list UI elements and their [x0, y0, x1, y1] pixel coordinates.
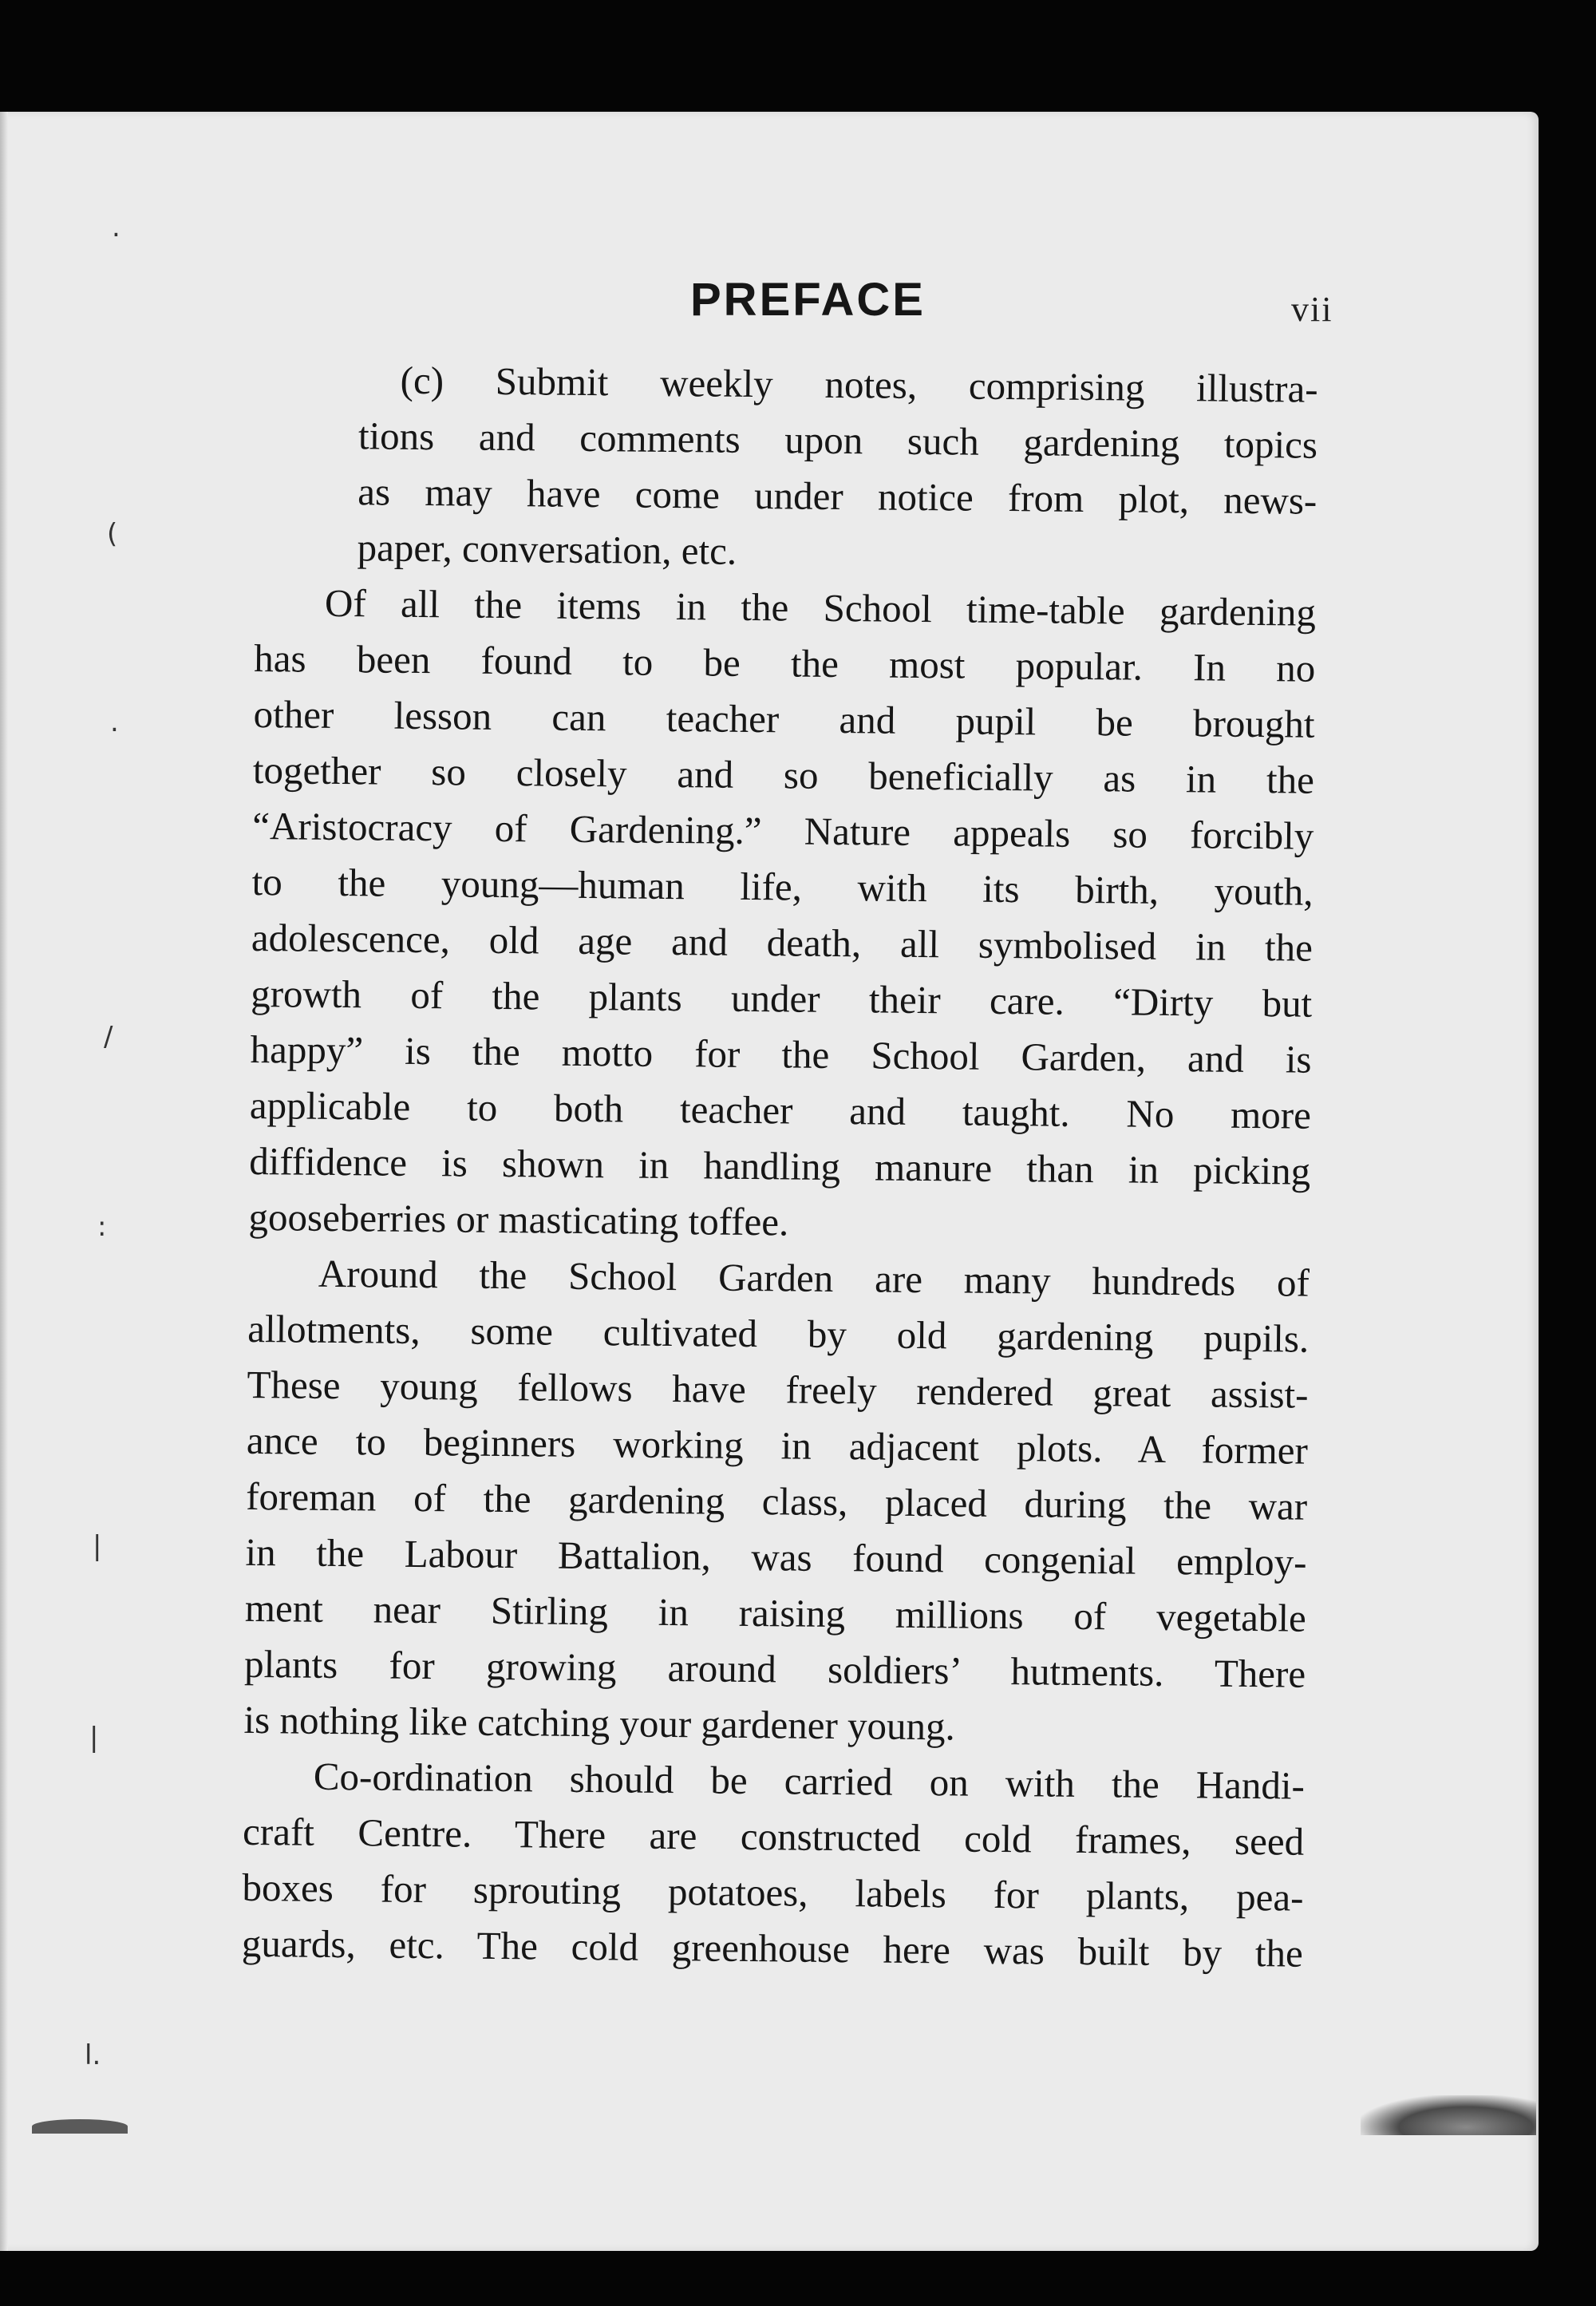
text-line: craft Centre. There are constructed cold frames, seed [242, 1809, 1305, 1864]
text-line: paper, conversation, etc. [357, 525, 737, 573]
margin-mark: . [112, 212, 120, 243]
text-line: tions and comments upon such gardening topics [358, 413, 1318, 467]
text-line: gooseberries or masticating toffee. [248, 1194, 789, 1244]
running-head: PREFACE [690, 274, 926, 326]
paragraph [242, 1748, 1306, 1982]
list-item-c [255, 351, 1318, 585]
text-line: Of all the items in the School time-table gardening [324, 580, 1317, 635]
text-line: to the young—human life, with its birth, youth, [251, 859, 1314, 914]
text-line: boxes for sprouting potatoes, labels for plants, pea- [242, 1865, 1304, 1920]
text-line: guards, etc. The cold greenhouse here was built by the [241, 1920, 1304, 1976]
text-line: ance to beginners working in adjacent plots. A former [246, 1418, 1309, 1473]
text-line: happy” is the motto for the School Garden, and is [250, 1026, 1312, 1082]
text-line: as may have come under notice from plot, news- [358, 469, 1317, 523]
text-line: applicable to both teacher and taught. No more [249, 1082, 1312, 1137]
text-line: ment near Stirling in raising millions of vegetable [244, 1585, 1307, 1640]
text-line: Around the School Garden are many hundreds of [318, 1251, 1310, 1305]
margin-mark: l. [85, 2039, 101, 2071]
text-line: other lesson can teacher and pupil be brought [253, 691, 1315, 746]
margin-mark: | [93, 1530, 102, 1562]
text-line: “Aristocracy of Gardening.” Nature appeals so forcibly [252, 803, 1314, 858]
margin-mark: ( [107, 518, 118, 550]
paragraph [248, 575, 1316, 1256]
preface-body [242, 351, 1318, 1982]
text-line: diffidence is shown in handling manure than in picking [248, 1138, 1311, 1193]
scan-smudge [1361, 2095, 1536, 2135]
text-line: in the Labour Battalion, was found congenial employ- [245, 1529, 1307, 1584]
page-number: vii [1291, 290, 1333, 329]
page-edge-shadow [0, 112, 8, 2251]
text-line: These young fellows have freely rendered great assist- [247, 1362, 1309, 1417]
scan-smudge [32, 2119, 128, 2134]
margin-mark: . [110, 706, 119, 738]
text-line: (c) Submit weekly notes, comprising illustra- [400, 358, 1318, 411]
text-line: together so closely and so beneficially as in the [252, 747, 1315, 802]
text-line: is nothing like catching your gardener young. [243, 1697, 956, 1749]
text-line: foreman of the gardening class, placed during the war [245, 1473, 1308, 1529]
margin-mark: / [104, 1021, 113, 1053]
text-line: adolescence, old age and death, all symbolised in the [251, 915, 1314, 970]
text-line: plants for growing around soldiers’ hutments. There [243, 1641, 1306, 1696]
margin-mark: : [97, 1211, 107, 1243]
text-line: growth of the plants under their care. “Dirty but [251, 971, 1313, 1026]
paragraph [243, 1245, 1310, 1758]
text-line: Co-ordination should be carried on with the Handi- [313, 1754, 1306, 1808]
text-line: has been found to be the most popular. In no [254, 635, 1316, 690]
margin-mark: | [89, 1722, 99, 1754]
text-line: allotments, some cultivated by old gardening pupils. [247, 1306, 1310, 1361]
